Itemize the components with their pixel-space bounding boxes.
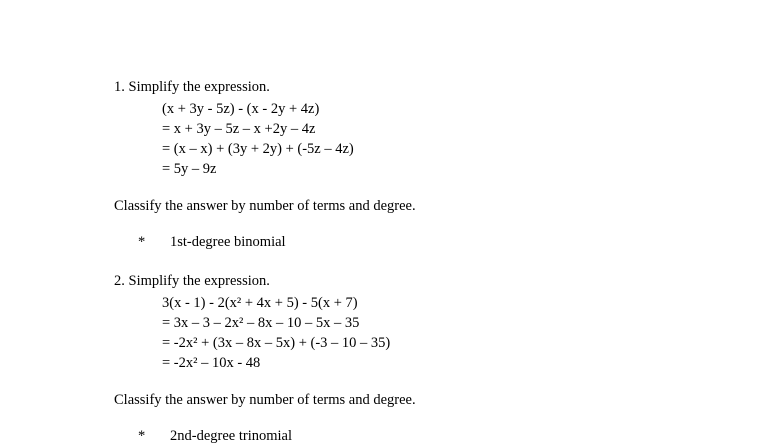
- work-line: = 3x – 3 – 2x² – 8x – 10 – 5x – 35: [162, 315, 360, 331]
- problem-2: [114, 272, 774, 446]
- work-line: = (x – x) + (3y + 2y) + (-5z – 4z): [162, 141, 354, 157]
- work-line: = x + 3y – 5z – x +2y – 4z: [162, 121, 316, 137]
- problem-2-classify-prompt: Classify the answer by number of terms and degree.: [114, 392, 416, 408]
- problem-2-work: [162, 293, 774, 373]
- work-line: (x + 3y - 5z) - (x - 2y + 4z): [162, 101, 320, 117]
- problem-1-work: [162, 99, 774, 179]
- work-line: 3(x - 1) - 2(x² + 4x + 5) - 5(x + 7): [162, 295, 358, 311]
- section-spacer: [114, 252, 774, 272]
- problem-1-answer: 1st-degree binomial: [170, 234, 286, 250]
- work-line: = 5y – 9z: [162, 161, 217, 177]
- problem-1: [114, 78, 774, 252]
- problem-2-answer-row: [114, 427, 774, 446]
- problem-2-prompt: 2. Simplify the expression.: [114, 273, 270, 289]
- problem-2-answer: 2nd-degree trinomial: [170, 428, 292, 444]
- work-line: = -2x² – 10x - 48: [162, 355, 261, 371]
- problem-1-prompt: 1. Simplify the expression.: [114, 79, 270, 95]
- problem-1-classify-prompt: Classify the answer by number of terms and degree.: [114, 198, 416, 214]
- work-line: = -2x² + (3x – 8x – 5x) + (-3 – 10 – 35): [162, 335, 391, 351]
- bullet-marker: *: [138, 234, 146, 250]
- problem-1-answer-row: [114, 233, 774, 252]
- bullet-marker: *: [138, 428, 146, 444]
